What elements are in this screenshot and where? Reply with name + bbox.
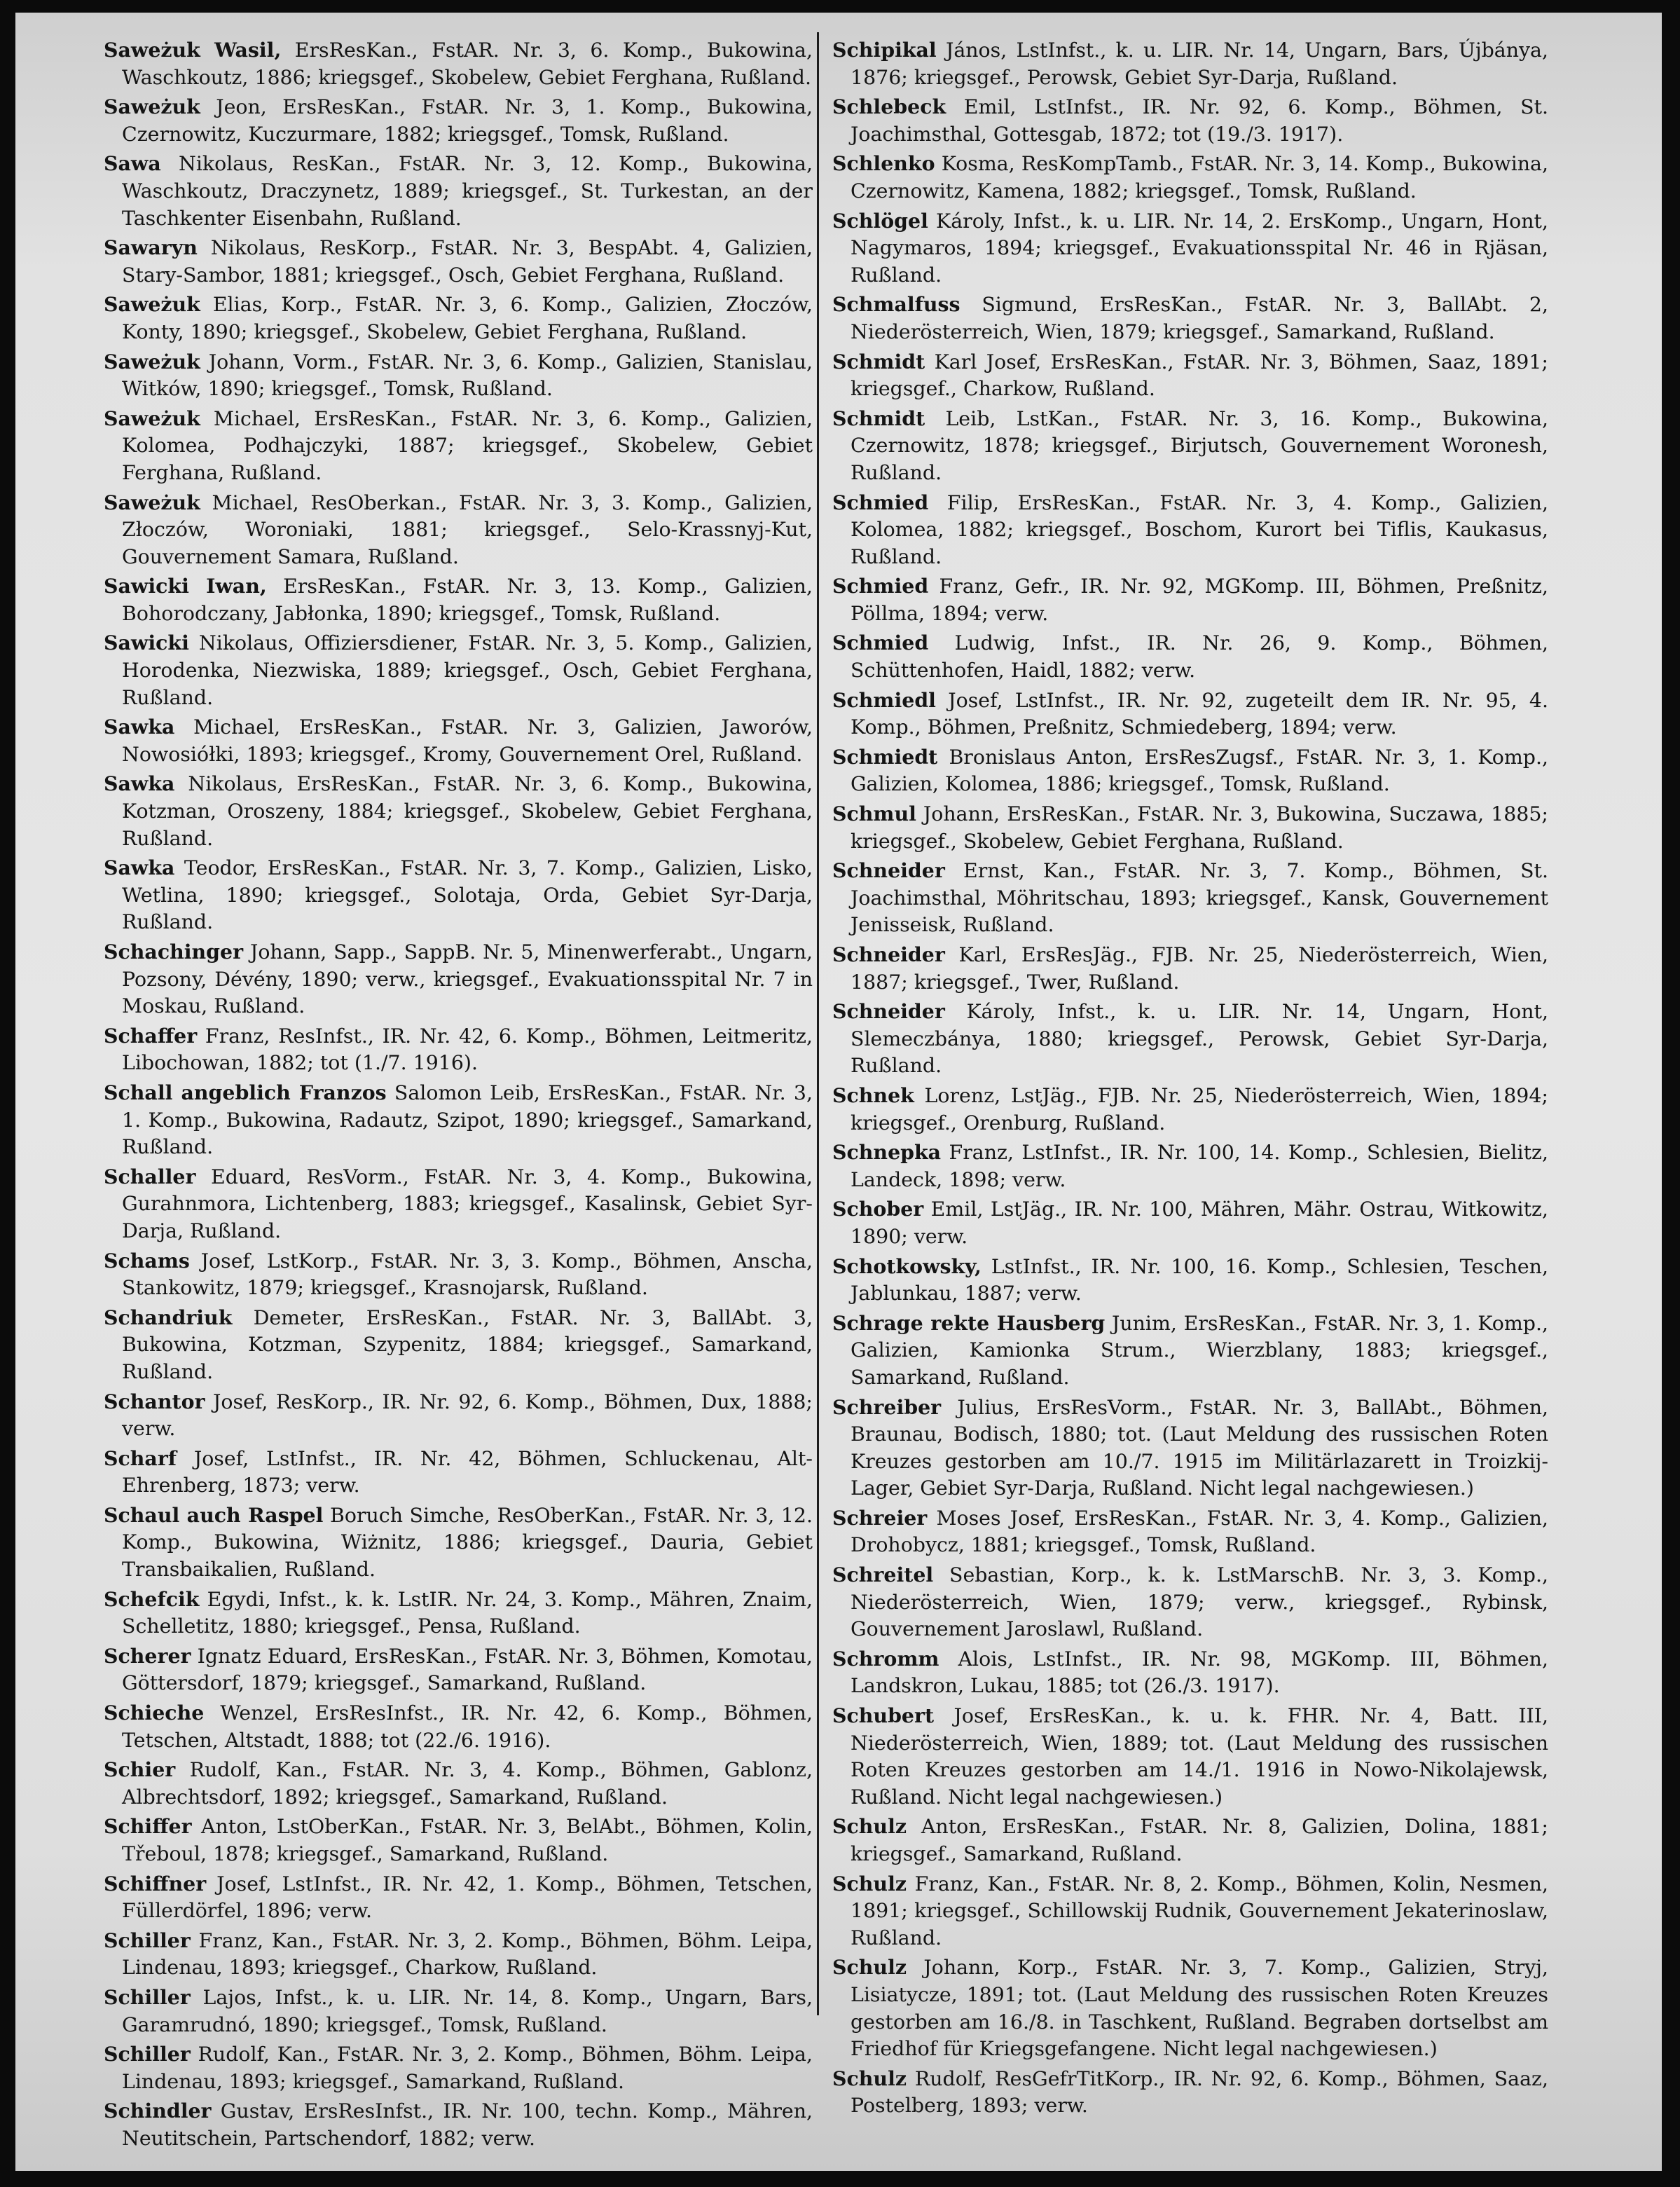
entry-surname: Schulz <box>832 2066 907 2090</box>
entry-surname: Schaller <box>104 1164 196 1188</box>
entry-details: Elias, Korp., FstAR. Nr. 3, 6. Komp., Galizien, Złoczów, Konty, 1890; kriegsgef., Skobelew, Gebiet Ferghana, Rußland. <box>122 293 813 343</box>
list-entry <box>104 1163 813 1245</box>
list-entry <box>832 150 1548 205</box>
list-entry <box>832 800 1548 855</box>
list-entry <box>104 348 813 403</box>
entry-surname: Schnek <box>832 1083 914 1107</box>
list-entry <box>104 1502 813 1584</box>
entry-surname: Schaffer <box>104 1023 198 1048</box>
entry-details: Josef, LstKorp., FstAR. Nr. 3, 3. Komp., Böhmen, Anscha, Stankowitz, 1879; kriegsgef., Krasnojarsk, Rußland. <box>122 1249 813 1300</box>
entry-details: Teodor, ErsResKan., FstAR. Nr. 3, 7. Komp., Galizien, Lisko, Wetlina, 1890; kriegsgef., Solotaja, Orda, Gebiet Syr-Darja, Rußland. <box>122 856 813 934</box>
list-entry <box>832 2065 1548 2120</box>
list-entry <box>104 770 813 852</box>
entry-details: Josef, LstInfst., IR. Nr. 42, 1. Komp., Böhmen, Tetschen, Füllerdörfel, 1896; verw. <box>122 1872 813 1923</box>
entry-details: Filip, ErsResKan., FstAR. Nr. 3, 4. Komp., Galizien, Kolomea, 1882; kriegsgef., Boschom, Kurort bei Tiflis, Kaukasus, Rußland. <box>851 491 1548 568</box>
entry-details: Nikolaus, ResKan., FstAR. Nr. 3, 12. Komp., Bukowina, Waschkoutz, Draczynetz, 1889; kriegsgef., St. Turkestan, an der Taschkenter Eisenbahn, Rußland. <box>122 152 813 230</box>
entry-details: Michael, ErsResKan., FstAR. Nr. 3, Galizien, Jaworów, Nowosiółki, 1893; kriegsgef., Kromy, Gouvernement Orel, Rußland. <box>122 715 813 766</box>
entry-details: Franz, ResInfst., IR. Nr. 42, 6. Komp., Böhmen, Leitmeritz, Libochowan, 1882; tot (1./7. 1916). <box>122 1024 813 1075</box>
right-column <box>832 36 1548 2122</box>
left-column <box>104 36 813 2155</box>
entry-details: Bronislaus Anton, ErsResZugsf., FstAR. Nr. 3, 1. Komp., Galizien, Kolomea, 1886; kriegsgef., Tomsk, Rußland. <box>851 745 1548 796</box>
entry-details: Kosma, ResKompTamb., FstAR. Nr. 3, 14. Komp., Bukowina, Czernowitz, Kamena, 1882; kriegsgef., Tomsk, Rußland. <box>851 152 1549 203</box>
entry-surname: Sawaryn <box>104 235 198 260</box>
entry-details: Emil, LstInfst., IR. Nr. 92, 6. Komp., Böhmen, St. Joachimsthal, Gottesgab, 1872; tot (19./3. 1917). <box>851 95 1549 146</box>
entry-details: Julius, ErsResVorm., FstAR. Nr. 3, BallAbt., Böhmen, Braunau, Bodisch, 1880; tot. (Laut Meldung des russischen Roten Kreuzes gestorben am 10./7. 1915 im Militärlazarett in Troizkij-Lager, Gebiet Syr-Darja, Rußland. Nicht legal nachgewiesen.) <box>851 1395 1548 1500</box>
entry-details: ErsResKan., FstAR. Nr. 3, 6. Komp., Bukowina, Waschkoutz, 1886; kriegsgef., Skobelew, Gebiet Ferghana, Rußland. <box>122 39 813 89</box>
list-entry <box>104 1079 813 1161</box>
entry-details: Junim, ErsResKan., FstAR. Nr. 3, 1. Komp., Galizien, Kamionka Strum., Wierzblany, 1883; kriegsgef., Samarkand, Rußland. <box>851 1311 1548 1389</box>
entry-surname: Schulz <box>832 1814 907 1839</box>
entry-surname: Schulz <box>832 1871 907 1895</box>
entry-details: Boruch Simche, ResOberKan., FstAR. Nr. 3, 12. Komp., Bukowina, Wiżnitz, 1886; kriegsgef., Dauria, Gebiet Transbaikalien, Rußland. <box>122 1503 813 1582</box>
entry-details: Anton, LstOberKan., FstAR. Nr. 3, BelAbt., Böhmen, Kolin, Třeboul, 1878; kriegsgef., Samarkand, Rußland. <box>122 1815 813 1865</box>
list-entry <box>104 1927 813 1982</box>
entry-surname: Schober <box>832 1197 924 1221</box>
entry-details: Franz, LstInfst., IR. Nr. 100, 14. Komp., Schlesien, Bielitz, Landeck, 1898; verw. <box>851 1141 1548 1191</box>
entry-surname: Saweżuk <box>104 292 200 317</box>
list-entry <box>104 1984 813 2038</box>
list-entry <box>104 36 813 91</box>
list-entry <box>832 1702 1548 1811</box>
entry-surname: Schmidt <box>832 349 925 373</box>
entry-surname: Scharf <box>104 1446 177 1470</box>
list-entry <box>832 1394 1548 1502</box>
list-entry <box>104 1643 813 1697</box>
list-entry <box>104 2097 813 2152</box>
entry-details: ErsResKan., FstAR. Nr. 3, 13. Komp., Galizien, Bohorodczany, Jabłonka, 1890; kriegsgef., Tomsk, Rußland. <box>122 575 813 625</box>
entry-surname: Schreiber <box>832 1394 942 1419</box>
entry-surname: Schachinger <box>104 940 244 964</box>
list-entry <box>104 150 813 232</box>
entry-details: Wenzel, ErsResInfst., IR. Nr. 42, 6. Komp., Böhmen, Tetschen, Altstadt, 1888; tot (22./6. 1916). <box>122 1701 813 1752</box>
entry-details: Jeon, ErsResKan., FstAR. Nr. 3, 1. Komp., Bukowina, Czernowitz, Kuczurmare, 1882; kriegsgef., Tomsk, Rußland. <box>122 95 813 146</box>
entry-details: Ludwig, Infst., IR. Nr. 26, 9. Komp., Böhmen, Schüttenhofen, Haidl, 1882; verw. <box>851 631 1549 683</box>
entry-surname: Schotkowsky, <box>832 1254 982 1278</box>
entry-details: Sigmund, ErsResKan., FstAR. Nr. 3, BallAbt. 2, Niederösterreich, Wien, 1879; kriegsgef., Samarkand, Rußland. <box>851 293 1548 343</box>
list-entry <box>832 687 1548 741</box>
entry-surname: Schrage rekte Hausberg <box>832 1310 1106 1335</box>
list-entry <box>832 405 1548 487</box>
list-entry <box>832 93 1548 148</box>
entry-surname: Schromm <box>832 1646 939 1671</box>
entry-surname: Schiller <box>104 1928 191 1952</box>
list-entry <box>832 1310 1548 1392</box>
entry-surname: Schmiedl <box>832 687 936 712</box>
entry-surname: Saweżuk <box>104 349 200 373</box>
list-entry <box>104 1445 813 1500</box>
entry-details: Johann, Korp., FstAR. Nr. 3, 7. Komp., Galizien, Stryj, Lisiatycze, 1891; tot. (Laut Meldung des russischen Roten Kreuzes gestorben am 16./8. in Taschkent, Rußland. Begraben dortselbst am Friedhof für Kriegsgefangene. Nicht legal nachgewiesen.) <box>851 1956 1548 2061</box>
entry-surname: Schubert <box>832 1703 935 1728</box>
scanned-page <box>15 13 1662 2171</box>
list-entry <box>832 1139 1548 1193</box>
entry-details: Gustav, ErsResInfst., IR. Nr. 100, techn. Komp., Mähren, Neutitschein, Partschendorf, 1882; verw. <box>122 2099 813 2150</box>
list-entry <box>104 854 813 936</box>
entry-surname: Sawka <box>104 856 175 880</box>
entry-surname: Schantor <box>104 1389 205 1413</box>
list-entry <box>104 405 813 487</box>
entry-details: Rudolf, Kan., FstAR. Nr. 3, 2. Komp., Böhmen, Böhm. Leipa, Lindenau, 1893; kriegsgef., Samarkand, Rußland. <box>122 2043 813 2093</box>
entry-details: Karl, ErsResJäg., FJB. Nr. 25, Niederösterreich, Wien, 1887; kriegsgef., Twer, Rußland. <box>851 943 1548 994</box>
entry-details: LstInfst., IR. Nr. 100, 16. Komp., Schlesien, Teschen, Jablunkau, 1887; verw. <box>851 1254 1548 1305</box>
entry-surname: Sawicki Iwan, <box>104 574 267 598</box>
entry-details: Josef, LstInfst., IR. Nr. 42, Böhmen, Schluckenau, Alt-Ehrenberg, 1873; verw. <box>122 1446 813 1497</box>
entry-surname: Schieche <box>104 1701 205 1725</box>
entry-details: Ignatz Eduard, ErsResKan., FstAR. Nr. 3, Böhmen, Komotau, Göttersdorf, 1879; kriegsgef., Samarkand, Rußland. <box>122 1644 813 1695</box>
list-entry <box>832 743 1548 798</box>
list-entry <box>832 1082 1548 1137</box>
entry-surname: Schmied <box>832 490 929 514</box>
entry-details: Nikolaus, ResKorp., FstAR. Nr. 3, BespAbt. 4, Galizien, Stary-Sambor, 1881; kriegsgef., Osch, Gebiet Ferghana, Rußland. <box>122 236 813 287</box>
entry-details: Leib, LstKan., FstAR. Nr. 3, 16. Komp., Bukowina, Czernowitz, 1878; kriegsgef., Birjutsch, Gouvernement Woronesh, Rußland. <box>851 406 1548 484</box>
entry-surname: Schiller <box>104 1984 191 2009</box>
entry-details: Johann, Vorm., FstAR. Nr. 3, 6. Komp., Galizien, Stanislau, Witków, 1890; kriegsgef., Tomsk, Rußland. <box>122 350 813 401</box>
entry-details: Eduard, ResVorm., FstAR. Nr. 3, 4. Komp., Bukowina, Gurahnmora, Lichtenberg, 1883; kriegsgef., Kasalinsk, Gebiet Syr-Darja, Rußland. <box>122 1165 813 1242</box>
entry-surname: Schneider <box>832 858 945 883</box>
entry-details: Károly, Infst., k. u. LIR. Nr. 14, Ungarn, Hont, Slemeczbánya, 1880; kriegsgef., Perowsk, Gebiet Syr-Darja, Rußland. <box>851 1000 1548 1078</box>
entry-surname: Schier <box>104 1757 176 1782</box>
list-entry <box>832 941 1548 996</box>
entry-details: Josef, ResKorp., IR. Nr. 92, 6. Komp., Böhmen, Dux, 1888; verw. <box>122 1390 813 1441</box>
entry-details: Franz, Gefr., IR. Nr. 92, MGKomp. III, Böhmen, Preßnitz, Pöllma, 1894; verw. <box>851 575 1549 625</box>
entry-details: Franz, Kan., FstAR. Nr. 8, 2. Komp., Böhmen, Kolin, Nesmen, 1891; kriegsgef., Schillowskij Rudnik, Gouvernement Jekaterinoslaw, Rußland. <box>851 1872 1548 1949</box>
entry-surname: Schindler <box>104 2099 212 2123</box>
column-divider <box>817 32 819 2015</box>
entry-details: Michael, ResOberkan., FstAR. Nr. 3, 3. Komp., Galizien, Złoczów, Woroniaki, 1881; kriegsgef., Selo-Krassnyj-Kut, Gouvernement Samara, Rußland. <box>122 491 813 568</box>
entry-surname: Sawka <box>104 772 175 796</box>
entry-surname: Sawka <box>104 715 175 739</box>
entry-details: Ernst, Kan., FstAR. Nr. 3, 7. Komp., Böhmen, St. Joachimsthal, Möhritschau, 1893; kriegsgef., Kansk, Gouvernement Jenisseisk, Rußland. <box>851 859 1548 937</box>
entry-surname: Sawicki <box>104 631 189 655</box>
list-entry <box>832 291 1548 345</box>
list-entry <box>104 938 813 1020</box>
list-entry <box>104 1022 813 1077</box>
entry-surname: Schlenko <box>832 151 935 176</box>
entry-surname: Schams <box>104 1248 190 1273</box>
entry-details: Lorenz, LstJäg., FJB. Nr. 25, Niederösterreich, Wien, 1894; kriegsgef., Orenburg, Rußland. <box>851 1083 1548 1134</box>
entry-surname: Schmied <box>832 631 929 655</box>
entry-surname: Sawa <box>104 151 161 176</box>
entry-surname: Saweżuk <box>104 490 200 514</box>
entry-surname: Schiffer <box>104 1814 192 1839</box>
list-entry <box>832 1253 1548 1308</box>
list-entry <box>104 1699 813 1754</box>
entry-surname: Schefcik <box>104 1586 200 1611</box>
entry-details: Károly, Infst., k. u. LIR. Nr. 14, 2. ErsKomp., Ungarn, Hont, Nagymaros, 1894; kriegsgef., Evakuationsspital Nr. 46 in Rjäsan, Rußland. <box>851 209 1548 287</box>
entry-surname: Schmul <box>832 802 916 826</box>
entry-details: Salomon Leib, ErsResKan., FstAR. Nr. 3, 1. Komp., Bukowina, Radautz, Szipot, 1890; kriegsgef., Samarkand, Rußland. <box>122 1081 813 1159</box>
entry-surname: Schlebeck <box>832 95 946 119</box>
list-entry <box>832 1195 1548 1250</box>
entry-surname: Schreier <box>832 1505 928 1530</box>
entry-details: Moses Josef, ErsResKan., FstAR. Nr. 3, 4. Komp., Galizien, Drohobycz, 1881; kriegsgef., Tomsk, Rußland. <box>851 1506 1548 1557</box>
entry-surname: Schneider <box>832 942 945 966</box>
entry-surname: Saweżuk <box>104 406 200 430</box>
list-entry <box>832 1504 1548 1559</box>
list-entry <box>104 291 813 345</box>
list-entry <box>832 1645 1548 1700</box>
entry-surname: Saweżuk <box>104 95 200 119</box>
list-entry <box>832 1954 1548 2062</box>
entry-details: Johann, Sapp., SappB. Nr. 5, Minenwerferabt., Ungarn, Pozsony, Dévény, 1890; verw., kriegsgef., Evakuationsspital Nr. 7 in Moskau, Rußland. <box>122 940 813 1018</box>
list-entry <box>104 1870 813 1925</box>
entry-surname: Schreitel <box>832 1563 934 1587</box>
entry-details: Josef, ErsResKan., k. u. k. FHR. Nr. 4, Batt. III, Niederösterreich, Wien, 1889; tot. (Laut Meldung des russischen Roten Kreuzes gestorben am 14./1. 1916 in Nowo-Nikolajewsk, Rußland. Nicht legal nachgewiesen.) <box>851 1704 1548 1809</box>
entry-surname: Schandriuk <box>104 1305 233 1329</box>
list-entry <box>104 1756 813 1811</box>
list-entry <box>832 629 1548 684</box>
list-entry <box>832 1561 1548 1643</box>
entry-surname: Schlögel <box>832 208 928 233</box>
entry-surname: Schmiedt <box>832 744 938 769</box>
list-entry <box>832 857 1548 939</box>
list-entry <box>104 234 813 289</box>
list-entry <box>104 1388 813 1443</box>
list-entry <box>104 489 813 571</box>
entry-details: Josef, LstInfst., IR. Nr. 92, zugeteilt dem IR. Nr. 95, 4. Komp., Böhmen, Preßnitz, Schmiedeberg, 1894; verw. <box>851 688 1548 739</box>
entry-surname: Schiffner <box>104 1871 207 1895</box>
entry-details: Nikolaus, Offiziersdiener, FstAR. Nr. 3, 5. Komp., Galizien, Horodenka, Niezwiska, 1889; kriegsgef., Osch, Gebiet Ferghana, Rußland. <box>122 631 813 709</box>
entry-surname: Schall angeblich Franzos <box>104 1080 387 1104</box>
list-entry <box>832 998 1548 1080</box>
entry-details: Emil, LstJäg., IR. Nr. 100, Mähren, Mähr. Ostrau, Witkowitz, 1890; verw. <box>851 1198 1549 1248</box>
list-entry <box>832 36 1548 91</box>
entry-details: Sebastian, Korp., k. k. LstMarschB. Nr. 3, 3. Komp., Niederösterreich, Wien, 1879; verw., kriegsgef., Rybinsk, Gouvernement Jaroslawl, Rußland. <box>851 1563 1548 1641</box>
entry-details: János, LstInfst., k. u. LIR. Nr. 14, Ungarn, Bars, Újbánya, 1876; kriegsgef., Perowsk, Gebiet Syr-Darja, Rußland. <box>851 39 1549 89</box>
entry-surname: Schneider <box>832 999 945 1024</box>
entry-surname: Schiller <box>104 2042 191 2066</box>
entry-surname: Schnepka <box>832 1140 942 1165</box>
entry-surname: Saweżuk Wasil, <box>104 38 282 62</box>
entry-surname: Scherer <box>104 1643 191 1668</box>
list-entry <box>104 573 813 627</box>
entry-details: Franz, Kan., FstAR. Nr. 3, 2. Komp., Böhmen, Böhm. Leipa, Lindenau, 1893; kriegsgef., Charkow, Rußland. <box>122 1928 813 1980</box>
entry-details: Johann, ErsResKan., FstAR. Nr. 3, Bukowina, Suczawa, 1885; kriegsgef., Skobelew, Gebiet Ferghana, Rußland. <box>851 802 1548 853</box>
list-entry <box>104 1813 813 1867</box>
entry-surname: Schulz <box>832 1955 907 1980</box>
list-entry <box>104 1586 813 1640</box>
entry-details: Anton, ErsResKan., FstAR. Nr. 8, Galizien, Dolina, 1881; kriegsgef., Samarkand, Rußland. <box>851 1815 1548 1865</box>
list-entry <box>104 93 813 148</box>
entry-details: Lajos, Infst., k. u. LIR. Nr. 14, 8. Komp., Ungarn, Bars, Garamrudnó, 1890; kriegsgef., Tomsk, Rußland. <box>122 1985 813 2036</box>
list-entry <box>832 1813 1548 1867</box>
entry-details: Nikolaus, ErsResKan., FstAR. Nr. 3, 6. Komp., Bukowina, Kotzman, Oroszeny, 1884; kriegsgef., Skobelew, Gebiet Ferghana, Rußland. <box>122 772 813 850</box>
entry-details: Alois, LstInfst., IR. Nr. 98, MGKomp. III, Böhmen, Landskron, Lukau, 1885; tot (26./3. 1917). <box>851 1647 1548 1698</box>
entry-surname: Schmalfuss <box>832 292 961 317</box>
entry-details: Michael, ErsResKan., FstAR. Nr. 3, 6. Komp., Galizien, Kolomea, Podhajczyki, 1887; kriegsgef., Skobelew, Gebiet Ferghana, Rußland. <box>122 406 813 484</box>
list-entry <box>104 713 813 768</box>
entry-surname: Schaul auch Raspel <box>104 1502 324 1527</box>
list-entry <box>832 1870 1548 1952</box>
list-entry <box>104 1247 813 1302</box>
list-entry <box>832 573 1548 627</box>
list-entry <box>104 2041 813 2095</box>
entry-surname: Schmidt <box>832 406 925 430</box>
list-entry <box>832 207 1548 289</box>
list-entry <box>104 1304 813 1386</box>
entry-surname: Schipikal <box>832 38 937 62</box>
list-entry <box>104 629 813 711</box>
entry-details: Egydi, Infst., k. k. LstIR. Nr. 24, 3. Komp., Mähren, Znaim, Schelletitz, 1880; kriegsgef., Pensa, Rußland. <box>122 1587 813 1638</box>
entry-details: Karl Josef, ErsResKan., FstAR. Nr. 3, Böhmen, Saaz, 1891; kriegsgef., Charkow, Rußland. <box>851 350 1548 401</box>
entry-details: Rudolf, ResGefrTitKorp., IR. Nr. 92, 6. Komp., Böhmen, Saaz, Postelberg, 1893; verw. <box>851 2066 1548 2118</box>
list-entry <box>832 348 1548 403</box>
entry-details: Demeter, ErsResKan., FstAR. Nr. 3, BallAbt. 3, Bukowina, Kotzman, Szypenitz, 1884; kriegsgef., Samarkand, Rußland. <box>122 1305 813 1383</box>
list-entry <box>832 489 1548 571</box>
entry-surname: Schmied <box>832 574 929 598</box>
entry-details: Rudolf, Kan., FstAR. Nr. 3, 4. Komp., Böhmen, Gablonz, Albrechtsdorf, 1892; kriegsgef., Samarkand, Rußland. <box>122 1758 813 1809</box>
